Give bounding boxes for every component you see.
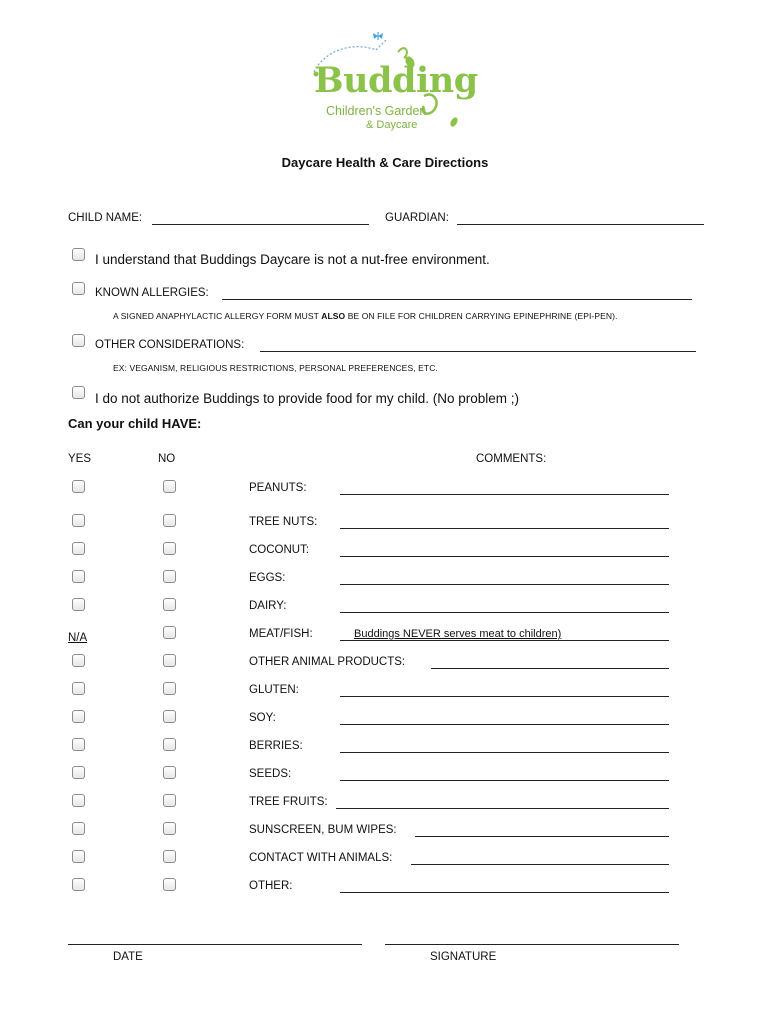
yes-checkbox[interactable] <box>72 710 85 723</box>
other-considerations-label: OTHER CONSIDERATIONS: <box>95 339 245 351</box>
nut-free-statement: I understand that Buddings Daycare is not a nut-free environment. <box>95 252 490 267</box>
guardian-label: GUARDIAN: <box>385 212 449 224</box>
item-label: EGGS: <box>249 572 286 584</box>
comment-field[interactable] <box>340 724 669 725</box>
item-label: SUNSCREEN, BUM WIPES: <box>249 824 397 836</box>
date-field[interactable] <box>68 944 362 945</box>
other-considerations-note: EX: VEGANISM, RELIGIOUS RESTRICTIONS, PERSONAL PREFERENCES, ETC. <box>113 363 438 373</box>
item-label: OTHER: <box>249 880 293 892</box>
no-checkbox[interactable] <box>163 850 176 863</box>
no-checkbox[interactable] <box>163 766 176 779</box>
other-considerations-field[interactable] <box>260 351 696 352</box>
comment-field[interactable] <box>340 752 669 753</box>
no-checkbox[interactable] <box>163 570 176 583</box>
item-label: TREE NUTS: <box>249 516 318 528</box>
comment-field[interactable] <box>340 584 669 585</box>
yes-checkbox[interactable] <box>72 850 85 863</box>
item-label: TREE FRUITS: <box>249 796 328 808</box>
allergy-note-emphasis: ALSO <box>321 311 346 321</box>
date-label: DATE <box>113 951 143 963</box>
no-food-checkbox[interactable] <box>72 386 85 399</box>
signature-field[interactable] <box>385 944 679 945</box>
comments-column-header: COMMENTS: <box>476 453 547 465</box>
item-label: PEANUTS: <box>249 482 307 494</box>
yes-checkbox[interactable] <box>72 654 85 667</box>
item-label: OTHER ANIMAL PRODUCTS: <box>249 656 406 668</box>
allergy-form-note <box>113 311 618 321</box>
no-checkbox[interactable] <box>163 878 176 891</box>
yes-checkbox[interactable] <box>72 878 85 891</box>
no-checkbox[interactable] <box>163 542 176 555</box>
comment-field[interactable] <box>340 892 669 893</box>
child-name-field[interactable] <box>152 224 369 225</box>
comment-field[interactable] <box>340 696 669 697</box>
no-checkbox[interactable] <box>163 738 176 751</box>
signature-label: SIGNATURE <box>430 951 497 963</box>
yes-column-header: YES <box>68 453 92 465</box>
yes-checkbox[interactable] <box>72 682 85 695</box>
item-label: CONTACT WITH ANIMALS: <box>249 852 393 864</box>
allergies-label: KNOWN ALLERGIES: <box>95 287 209 299</box>
yes-checkbox[interactable] <box>72 598 85 611</box>
no-checkbox[interactable] <box>163 822 176 835</box>
comment-field[interactable] <box>340 640 669 641</box>
allergies-checkbox[interactable] <box>72 282 85 295</box>
section-question: Can your child HAVE: <box>68 416 202 431</box>
guardian-field[interactable] <box>457 224 704 225</box>
logo-line3: & Daycare <box>366 119 418 131</box>
comment-field[interactable] <box>340 780 669 781</box>
comment-field[interactable] <box>340 612 669 613</box>
item-label: DAIRY: <box>249 600 287 612</box>
no-checkbox[interactable] <box>163 598 176 611</box>
no-checkbox[interactable] <box>163 654 176 667</box>
yes-checkbox[interactable] <box>72 542 85 555</box>
no-checkbox[interactable] <box>163 682 176 695</box>
yes-checkbox[interactable] <box>72 570 85 583</box>
yes-not-applicable: N/A <box>68 632 88 644</box>
logo-name: Budding <box>314 60 478 101</box>
item-label: COCONUT: <box>249 544 310 556</box>
yes-checkbox[interactable] <box>72 514 85 527</box>
item-label: BERRIES: <box>249 740 303 752</box>
allergy-note-text-end: BE ON FILE FOR CHILDREN CARRYING EPINEPHRINE (EPI-PEN). <box>345 311 618 321</box>
yes-checkbox[interactable] <box>72 480 85 493</box>
comment-field[interactable] <box>431 668 669 669</box>
no-checkbox[interactable] <box>163 514 176 527</box>
comment-field[interactable] <box>340 556 669 557</box>
comment-text: Buddings NEVER serves meat to children) <box>354 628 562 640</box>
no-checkbox[interactable] <box>163 710 176 723</box>
logo <box>306 28 478 136</box>
no-checkbox[interactable] <box>163 794 176 807</box>
item-label: GLUTEN: <box>249 684 299 696</box>
no-food-statement: I do not authorize Buddings to provide food for my child. (No problem ;) <box>95 391 519 406</box>
allergies-field[interactable] <box>222 299 692 300</box>
logo-line2: Children's Garden <box>326 104 427 118</box>
yes-checkbox[interactable] <box>72 738 85 751</box>
comment-field[interactable] <box>415 836 669 837</box>
comment-field[interactable] <box>340 528 669 529</box>
no-checkbox[interactable] <box>163 480 176 493</box>
comment-field[interactable] <box>340 494 669 495</box>
other-considerations-checkbox[interactable] <box>72 334 85 347</box>
yes-checkbox[interactable] <box>72 822 85 835</box>
yes-checkbox[interactable] <box>72 766 85 779</box>
item-label: SOY: <box>249 712 276 724</box>
no-column-header: NO <box>158 453 176 465</box>
no-checkbox[interactable] <box>163 626 176 639</box>
nut-free-checkbox[interactable] <box>72 248 85 261</box>
allergy-note-text: A SIGNED ANAPHYLACTIC ALLERGY FORM MUST <box>113 311 322 321</box>
comment-field[interactable] <box>336 808 669 809</box>
page-title: Daycare Health & Care Directions <box>281 155 489 170</box>
comment-field[interactable] <box>411 864 669 865</box>
item-label: MEAT/FISH: <box>249 628 313 640</box>
item-label: SEEDS: <box>249 768 292 780</box>
child-name-label: CHILD NAME: <box>68 212 143 224</box>
yes-checkbox[interactable] <box>72 794 85 807</box>
